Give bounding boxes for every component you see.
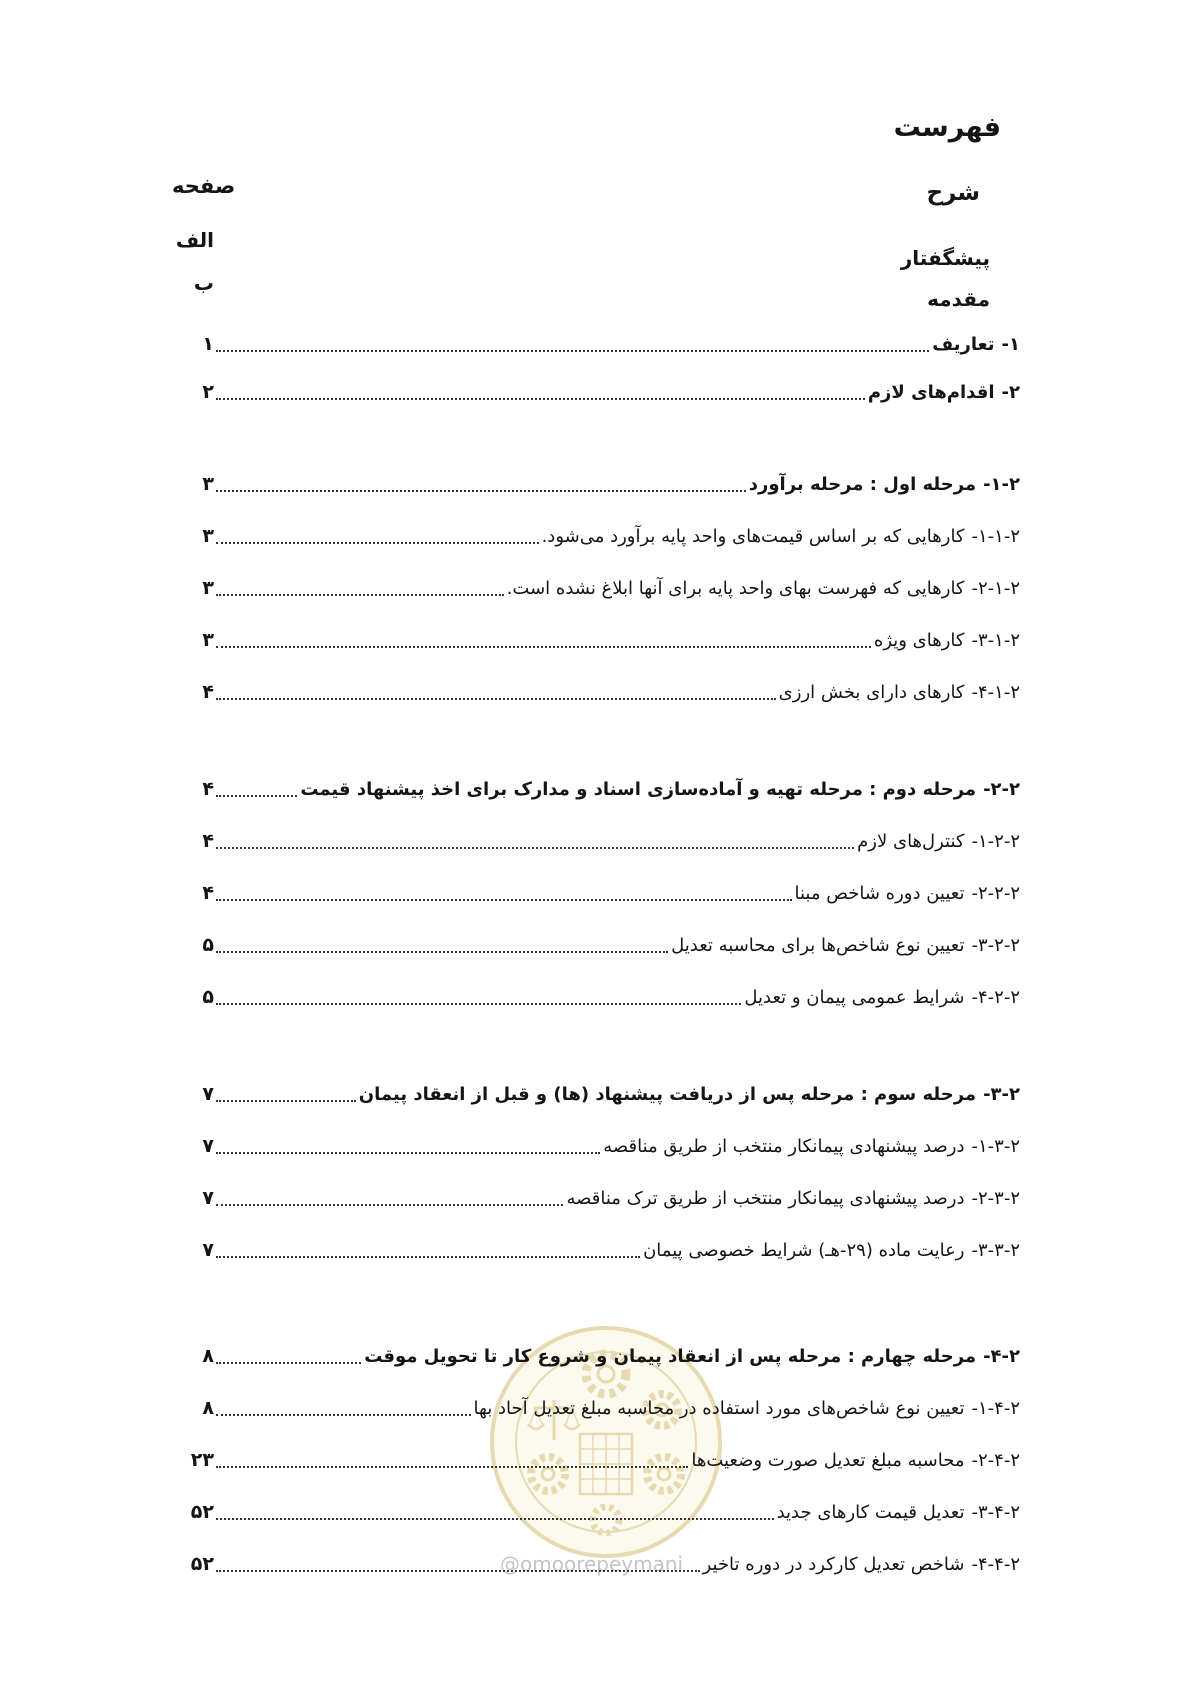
toc-entry-title: کارهایی که بر اساس قیمت‌های واحد پایه برآورد می‌شود. [541,525,965,547]
description-column-header: شرح [926,180,980,206]
toc-row [180,1330,1020,1382]
toc-dot-leader [216,1204,563,1206]
toc-dot-leader [216,951,668,953]
table-of-contents [180,320,1020,1590]
toc-entry [857,831,1020,852]
front-matter-page: ب [193,271,214,295]
toc-entry-number: ۲-۲-۴- [971,986,1020,1008]
toc-page-number: ۲۳ [190,1449,214,1471]
toc-entry [359,1084,1020,1105]
toc-entry [703,1554,1020,1575]
toc-entry-title: مرحله سوم : مرحله پس از دریافت پیشنهاد (ها) و قبل از انعقاد پیمان [358,1083,977,1105]
front-matter-title: پیشگفتار [900,246,990,270]
toc-entry [749,474,1020,495]
toc-row [180,971,1020,1023]
toc-entry [795,883,1021,904]
toc-entry [643,1240,1020,1261]
toc-dot-leader [216,1362,361,1364]
toc-entry-title: درصد پیشنهادی پیمانکار منتخب از طریق مناقصه [603,1135,965,1157]
toc-entry-title: محاسبه مبلغ تعدیل صورت وضعیت‌ها [691,1449,965,1471]
toc-page-number: ۴ [202,882,214,904]
toc-entry [603,1136,1020,1157]
toc-row [180,1172,1020,1224]
toc-dot-leader [216,1152,600,1154]
toc-entry-title: کنترل‌های لازم [857,830,965,852]
toc-page-number: ۴ [202,681,214,703]
toc-entry [364,1346,1020,1367]
toc-entry-title: تعیین نوع شاخص‌ها برای محاسبه تعدیل [671,934,965,956]
toc-entry-title: مرحله اول : مرحله برآورد [748,473,977,495]
toc-entry-number: ۲-۲- [983,778,1020,800]
toc-dot-leader [216,1414,471,1416]
toc-row [180,1224,1020,1276]
toc-entry-title: رعایت ماده (۲۹-هـ) شرایط خصوصی پیمان [643,1239,965,1261]
toc-row [180,562,1020,614]
toc-entry-title: مرحله چهارم : مرحله پس از انعقاد پیمان و شروع کار تا تحویل موقت [364,1345,977,1367]
toc-page-number: ۷ [202,1135,214,1157]
toc-dot-leader [216,542,539,544]
toc-row [180,368,1020,416]
toc-row [180,510,1020,562]
toc-page-number: ۱ [202,333,214,355]
toc-entry-number: ۲-۱-۳- [971,629,1020,651]
toc-entry-number: ۲-۴-۴- [971,1553,1020,1575]
toc-dot-leader [216,350,929,352]
toc-entry-title: تعیین دوره شاخص مبنا [794,882,965,904]
toc-section [180,458,1020,718]
toc-dot-leader [216,1256,640,1258]
toc-row [180,1538,1020,1590]
toc-entry-title: شاخص تعدیل کارکرد در دوره تاخیر [702,1553,965,1575]
toc-row [180,919,1020,971]
toc-dot-leader [216,1518,774,1520]
page-column-header: صفحه [172,174,236,198]
toc-dot-leader [216,1466,688,1468]
toc-entry-number: ۲-۱-۱- [971,525,1020,547]
toc-dot-leader [216,594,504,596]
toc-dot-leader [216,698,776,700]
toc-entry [566,1188,1020,1209]
toc-entry-title: کارهای ویژه [873,629,965,651]
toc-entry-number: ۲-۳- [983,1083,1020,1105]
watermark-handle: @omoorepeymani [500,1552,684,1576]
toc-page-number: ۴ [202,830,214,852]
toc-dot-leader [216,1570,700,1572]
toc-page-number: ۸ [202,1397,214,1419]
toc-row [180,867,1020,919]
toc-dot-leader [216,398,865,400]
toc-page-number: ۷ [202,1187,214,1209]
toc-page-number: ۴ [202,778,214,800]
toc-row [180,614,1020,666]
toc-row [180,1068,1020,1120]
toc-page-number: ۸ [202,1345,214,1367]
toc-entry-number: ۲-۲-۱- [971,830,1020,852]
toc-entry [474,1398,1020,1419]
toc-entry [777,1502,1020,1523]
toc-page-number: ۵۲ [190,1553,214,1575]
toc-page-number: ۷ [202,1083,214,1105]
toc-entry [671,935,1020,956]
toc-dot-leader [216,490,746,492]
toc-entry-number: ۲-۲-۳- [971,934,1020,956]
toc-section [180,320,1020,416]
toc-entry-title: درصد پیشنهادی پیمانکار منتخب از طریق ترک مناقصه [566,1187,965,1209]
toc-entry-title: تعیین نوع شاخص‌های مورد استفاده در محاسبه مبلغ تعدیل آحاد بها [473,1397,965,1419]
toc-entry [868,382,1020,403]
toc-page-number: ۵ [202,986,214,1008]
page-title: فهرست [893,112,1001,143]
toc-page-number: ۳ [202,473,214,495]
toc-page-number: ۵۲ [190,1501,214,1523]
toc-page-number: ۳ [202,525,214,547]
toc-entry-title: کارهایی که فهرست بهای واحد پایه برای آنها ابلاغ نشده است. [506,577,965,599]
toc-dot-leader [216,1003,741,1005]
toc-entry-number: ۲-۴- [983,1345,1020,1367]
toc-entry-number: ۲-۴-۲- [971,1449,1020,1471]
toc-entry-number: ۲-۱- [983,473,1020,495]
toc-entry-title: تعاریف [932,333,995,355]
toc-entry-number: ۲-۴-۳- [971,1501,1020,1523]
toc-page-number: ۳ [202,577,214,599]
toc-entry [691,1450,1020,1471]
toc-entry-title: تعدیل قیمت کارهای جدید [776,1501,965,1523]
toc-entry [300,779,1020,800]
toc-page-number: ۳ [202,629,214,651]
toc-entry-number: ۲-۱-۲- [971,577,1020,599]
toc-entry-title: کارهای دارای بخش ارزی [778,681,965,703]
toc-dot-leader [216,899,792,901]
toc-entry-number: ۲-۳-۱- [971,1135,1020,1157]
toc-entry-number: ۲-۲-۲- [971,882,1020,904]
toc-entry-number: ۲-۱-۴- [971,681,1020,703]
toc-row [180,1486,1020,1538]
toc-section [180,1068,1020,1276]
toc-section [180,763,1020,1023]
toc-row [180,763,1020,815]
toc-dot-leader [216,646,871,648]
toc-entry [744,987,1020,1008]
toc-entry [932,334,1020,355]
toc-row [180,815,1020,867]
front-matter-page: الف [175,228,214,252]
toc-row [180,1120,1020,1172]
toc-row [180,320,1020,368]
toc-dot-leader [216,847,854,849]
toc-row [180,666,1020,718]
toc-section [180,1330,1020,1590]
toc-entry-number: ۲-۳-۲- [971,1187,1020,1209]
toc-entry-number: ۲-۳-۳- [971,1239,1020,1261]
toc-entry-title: اقدام‌های لازم [867,381,995,403]
toc-entry [874,630,1020,651]
toc-entry-title: مرحله دوم : مرحله تهیه و آماده‌سازی اسناد و مدارک برای اخذ پیشنهاد قیمت [300,778,977,800]
front-matter-title: مقدمه [927,287,990,311]
toc-row [180,458,1020,510]
toc-entry [779,682,1020,703]
toc-entry-number: ۲-۴-۱- [971,1397,1020,1419]
toc-entry-number: ۱- [1001,333,1020,355]
toc-row [180,1382,1020,1434]
toc-entry [507,578,1020,599]
toc-entry-title: شرایط عمومی پیمان و تعدیل [744,986,965,1008]
toc-dot-leader [216,795,297,797]
toc-entry [542,526,1020,547]
toc-dot-leader [216,1100,356,1102]
toc-page-number: ۵ [202,934,214,956]
toc-page-number: ۷ [202,1239,214,1261]
toc-row [180,1434,1020,1486]
toc-entry-number: ۲- [1001,381,1020,403]
toc-page-number: ۲ [202,381,214,403]
